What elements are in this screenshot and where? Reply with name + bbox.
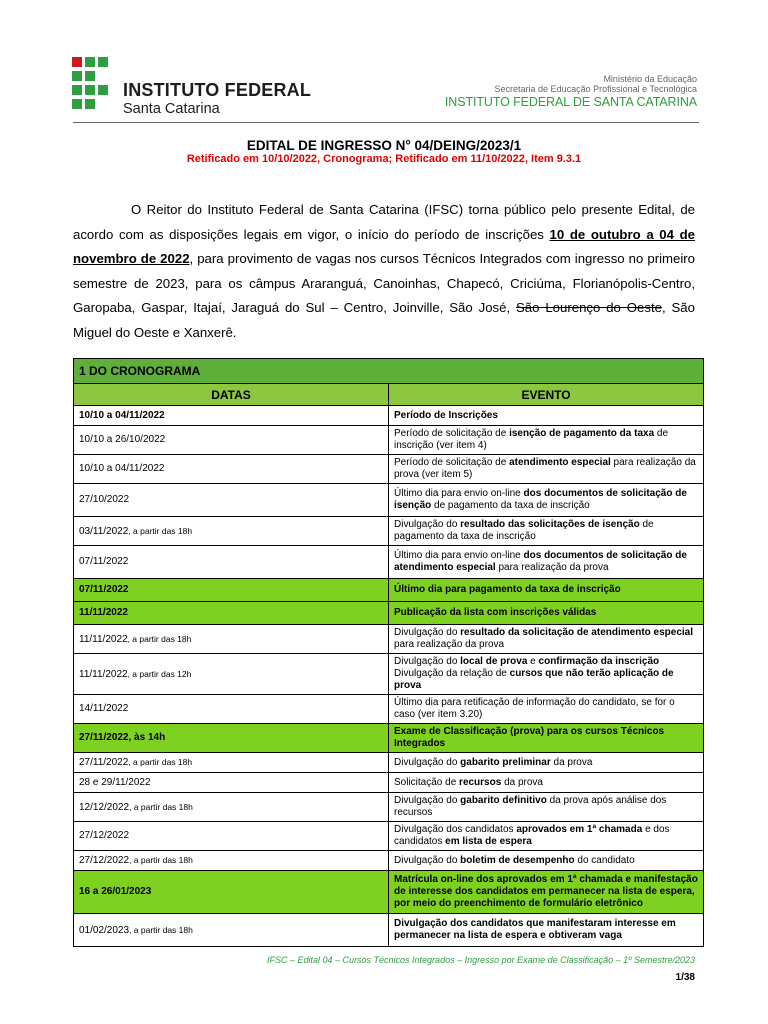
schedule-event xyxy=(389,602,704,625)
schedule-row xyxy=(74,602,704,625)
event-text: gabarito preliminar xyxy=(460,756,551,768)
schedule-event xyxy=(389,914,704,947)
date-note: , a partir das 18h xyxy=(129,924,193,935)
event-text: dos documentos de solicitação de atendimento especial xyxy=(394,550,687,573)
date-text: 10/10 a 26/10/2022 xyxy=(79,434,166,445)
event-text: Divulgação dos candidatos que manifestaram interesse em permanecer na lista de espera e obtiveram vaga xyxy=(394,918,676,941)
date-text: 14/11/2022 xyxy=(79,703,129,714)
event-text: Último dia para envio on-line xyxy=(394,488,524,499)
struck-campus: São Lourenço do Oeste xyxy=(516,300,662,315)
event-text: Divulgação dos candidatos xyxy=(394,824,517,835)
schedule-row xyxy=(74,871,704,914)
date-note: , a partir das 18h xyxy=(128,757,193,767)
logo-subtitle: Santa Catarina xyxy=(123,101,220,117)
schedule-date xyxy=(74,426,389,455)
event-text: Divulgação da relação de xyxy=(394,668,510,679)
event-text: boletim de desempenho xyxy=(460,854,575,866)
institute-label: INSTITUTO FEDERAL DE SANTA CATARINA xyxy=(444,95,697,109)
event-text: resultado da solicitação de atendimento especial xyxy=(460,627,694,638)
schedule-row xyxy=(74,773,704,793)
section-heading: 1 DO CRONOGRAMA xyxy=(74,359,704,384)
date-text: 16 a 26/01/2023 xyxy=(79,886,152,897)
schedule-event xyxy=(389,426,704,455)
schedule-event xyxy=(389,851,704,871)
schedule-row xyxy=(74,517,704,546)
date-text: 27/11/2022, às 14h xyxy=(79,732,166,743)
date-text: 10/10 a 04/11/2022 xyxy=(79,463,165,474)
schedule-row xyxy=(74,625,704,654)
ministry-label: Ministério da Educação xyxy=(603,74,697,84)
event-text: isenção de pagamento da taxa xyxy=(509,428,655,439)
schedule-row xyxy=(74,724,704,753)
schedule-event xyxy=(389,871,704,914)
event-text: Período de solicitação de xyxy=(394,457,510,468)
schedule-row xyxy=(74,851,704,871)
document-title: EDITAL DE INGRESSO N° 04/DEING/2023/1 xyxy=(246,138,522,153)
event-text: para realização da prova xyxy=(495,562,609,573)
schedule-date xyxy=(74,914,389,947)
event-text: Divulgação do xyxy=(394,519,461,530)
event-text: gabarito definitivo xyxy=(460,795,547,806)
event-text: e dos candidatos xyxy=(394,824,670,847)
schedule-row xyxy=(74,793,704,822)
schedule-row xyxy=(74,406,704,426)
event-text: atendimento especial xyxy=(509,457,611,468)
schedule-date xyxy=(74,822,389,851)
date-text: 12/12/2022 xyxy=(79,801,130,813)
event-text: Divulgação do xyxy=(394,756,461,768)
schedule-event xyxy=(389,773,704,793)
schedule-date xyxy=(74,871,389,914)
schedule-row xyxy=(74,822,704,851)
event-text: de pagamento da taxa de inscrição xyxy=(431,500,590,511)
date-text: 27/12/2022 xyxy=(79,855,130,866)
column-header-dates: DATAS xyxy=(74,384,389,406)
date-text: 07/11/2022 xyxy=(79,584,129,595)
schedule-event xyxy=(389,724,704,753)
schedule-row xyxy=(74,455,704,484)
date-text: 07/11/2022 xyxy=(79,556,129,567)
event-text: da prova xyxy=(501,776,543,788)
event-text: e xyxy=(527,656,539,667)
schedule-date xyxy=(74,484,389,517)
schedule-row xyxy=(74,546,704,579)
schedule-row xyxy=(74,695,704,724)
schedule-event xyxy=(389,625,704,654)
date-text: 10/10 a 04/11/2022 xyxy=(79,409,165,421)
schedule-event xyxy=(389,517,704,546)
schedule-date xyxy=(74,695,389,724)
event-text: da prova xyxy=(550,756,593,768)
event-text: para realização da prova (ver item 5) xyxy=(394,457,696,480)
ifsc-logo-icon xyxy=(72,57,108,110)
schedule-event xyxy=(389,406,704,426)
schedule-table xyxy=(73,358,704,947)
column-header-event: EVENTO xyxy=(389,384,704,406)
event-text: recursos xyxy=(459,776,502,788)
schedule-event xyxy=(389,822,704,851)
schedule-event xyxy=(389,546,704,579)
event-text: Divulgação do xyxy=(394,627,461,638)
schedule-date xyxy=(74,546,389,579)
schedule-date xyxy=(74,517,389,546)
date-note: , a partir das 18h xyxy=(127,633,192,644)
event-text: Divulgação do xyxy=(394,795,461,806)
schedule-row xyxy=(74,426,704,455)
secretariat-label: Secretaria de Educação Profissional e Tecnológica xyxy=(494,84,697,94)
event-text: Divulgação do xyxy=(394,854,461,866)
date-text: 11/11/2022 xyxy=(79,668,128,680)
logo-title: INSTITUTO FEDERAL xyxy=(123,80,312,100)
schedule-date xyxy=(74,773,389,793)
date-text: 27/12/2022 xyxy=(79,830,130,841)
schedule-date xyxy=(74,654,389,695)
event-text: de pagamento da taxa de inscrição xyxy=(394,519,654,542)
schedule-event xyxy=(389,793,704,822)
event-text: para realização da prova xyxy=(394,639,505,650)
event-text: de inscrição (ver item 4) xyxy=(394,428,669,451)
schedule-date xyxy=(74,625,389,654)
schedule-event xyxy=(389,455,704,484)
schedule-event xyxy=(389,484,704,517)
event-text: cursos que não terão aplicação de prova xyxy=(394,668,674,691)
event-text: do candidato xyxy=(574,854,635,866)
schedule-event xyxy=(389,579,704,602)
intro-text-3: , São Miguel do Oeste e Xanxerê. xyxy=(73,300,695,340)
event-text: Exame de Classificação (prova) para os cursos Técnicos Integrados xyxy=(394,726,665,749)
schedule-row xyxy=(74,753,704,773)
schedule-event xyxy=(389,753,704,773)
schedule-row xyxy=(74,484,704,517)
event-text: Divulgação do xyxy=(394,656,461,667)
schedule-row xyxy=(74,914,704,947)
event-text: em lista de espera xyxy=(445,836,532,847)
ministry-block xyxy=(445,74,697,110)
schedule-date xyxy=(74,851,389,871)
event-text: Período de Inscrições xyxy=(394,409,498,421)
event-text: Último dia para pagamento da taxa de inscrição xyxy=(394,584,621,595)
event-text: Solicitação de xyxy=(394,776,460,788)
date-text: 11/11/2022 xyxy=(79,633,128,645)
registration-period: 10 de outubro a 04 de novembro de 2022 xyxy=(73,226,695,266)
intro-paragraph xyxy=(73,198,695,345)
date-text: 27/11/2022 xyxy=(79,757,129,768)
schedule-row xyxy=(74,579,704,602)
schedule-date xyxy=(74,406,389,426)
date-text: 01/02/2023 xyxy=(79,924,130,936)
event-text: dos documentos de solicitação de isenção xyxy=(394,488,687,511)
date-note: , a partir das 18h xyxy=(129,855,193,865)
event-text: resultado das solicitações de isenção xyxy=(460,519,640,530)
event-text: Período de solicitação de xyxy=(394,428,510,439)
schedule-date xyxy=(74,753,389,773)
event-text: Último dia para envio on-line xyxy=(394,550,524,561)
intro-text-2: , para provimento de vagas nos cursos Técnicos Integrados com ingresso no primeiro semestre de 2023, para os câmpus Araranguá, Canoinhas, Chapecó, Criciúma, Florianópolis-Centro, Garopaba, Gaspar, Itajaí, Jaraguá do Sul – Centro, Joinville, São José, xyxy=(73,251,695,315)
schedule-date xyxy=(74,455,389,484)
schedule-date xyxy=(74,602,389,625)
event-text: Matrícula on-line dos aprovados em 1ª chamada e manifestação de interesse dos candidatos em permanecer na lista de espera, por meio do preenchimento de formulário eletrônico xyxy=(394,874,698,909)
schedule-event xyxy=(389,695,704,724)
intro-text-1: O Reitor do Instituto Federal de Santa Catarina (IFSC) torna público pelo presente Edital, de acordo com as disposições legais em vigor, o início do período de inscrições xyxy=(73,202,695,242)
date-text: 11/11/2022 xyxy=(79,607,128,618)
event-text: local de prova xyxy=(460,656,528,667)
date-text: 28 e 29/11/2022 xyxy=(79,776,151,788)
date-text: 03/11/2022 xyxy=(79,525,129,537)
schedule-date xyxy=(74,793,389,822)
schedule-row xyxy=(74,654,704,695)
date-note: , a partir das 18h xyxy=(128,525,193,536)
event-text: da prova após análise dos recursos xyxy=(394,795,667,818)
date-text: 27/10/2022 xyxy=(79,494,130,505)
document-subtitle: Retificado em 10/10/2022, Cronograma; Retificado em 11/10/2022, Item 9.3.1 xyxy=(186,153,582,165)
date-note: , a partir das 18h xyxy=(129,801,193,812)
page-number: 1/38 xyxy=(675,972,695,983)
event-text: confirmação da inscrição xyxy=(538,656,660,667)
footer-text: IFSC – Edital 04 – Cursos Técnicos Integrados – Ingresso por Exame de Classificação – 1º Semestre/2023 xyxy=(266,955,695,965)
schedule-date xyxy=(74,579,389,602)
schedule-event xyxy=(389,654,704,695)
event-text: Último dia para retificação de informação do candidato, se for o caso (ver item 3.20) xyxy=(394,697,675,720)
schedule-date xyxy=(74,724,389,753)
date-note: , a partir das 12h xyxy=(127,668,192,679)
header-divider xyxy=(73,122,699,123)
event-text: aprovados em 1ª chamada xyxy=(516,824,643,835)
event-text: Publicação da lista com inscrições válidas xyxy=(394,607,597,618)
